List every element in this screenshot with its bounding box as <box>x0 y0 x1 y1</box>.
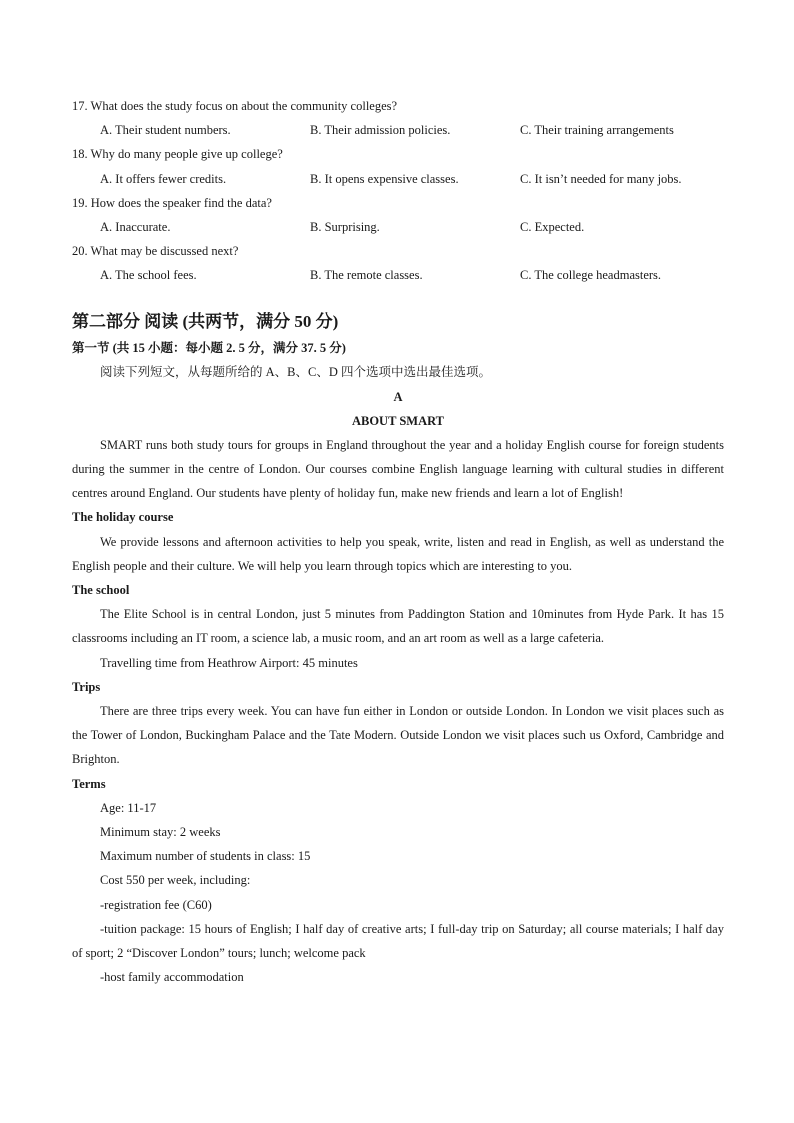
terms-minimum-stay: Minimum stay: 2 weeks <box>100 825 221 840</box>
question-stem: 19. How does the speaker find the data? <box>72 195 272 210</box>
option-c: C. The college headmasters. <box>520 268 662 283</box>
trips-heading: Trips <box>72 679 101 694</box>
holiday-course-heading: The holiday course <box>72 510 174 525</box>
option-a: A. Inaccurate. <box>100 219 171 234</box>
travel-time-line: Travelling time from Heathrow Airport: 45 minutes <box>100 655 358 670</box>
terms-heading: Terms <box>72 776 106 791</box>
section-one-title: 第一节 (共 15 小题：每小题 2. 5 分，满分 37. 5 分) <box>72 340 346 355</box>
trips-paragraph: There are three trips every week. You can have fun either in London or outside London. In London we visit places such as the Tower of London, Buckingham Palace and the Tate Modern. Outside London we visit places such us Oxford, Cambridge and Brighton. <box>72 704 724 767</box>
terms-cost: Cost 550 per week, including: <box>100 873 251 888</box>
exam-page <box>72 94 724 989</box>
option-c: C. Expected. <box>520 219 585 234</box>
option-b: B. Their admission policies. <box>310 123 451 138</box>
option-a: A. Their student numbers. <box>100 123 231 138</box>
terms-registration-fee: -registration fee (C60) <box>100 897 212 912</box>
terms-max-students: Maximum number of students in class: 15 <box>100 849 311 864</box>
terms-tuition-package: -tuition package: 15 hours of English; I half day of creative arts; I full-day trip on Saturday; all course materials; I half day of sport; 2 “Discover London” tours; lunch; welcome pack <box>72 921 724 960</box>
option-b: B. The remote classes. <box>310 268 423 283</box>
passage-title: ABOUT SMART <box>351 413 445 428</box>
school-paragraph: The Elite School is in central London, just 5 minutes from Paddington Station and 10minutes from Hyde Park. It has 15 classrooms including an IT room, a science lab, a music room, and an art room as well as a large cafeteria. <box>72 607 724 646</box>
passage-label: A <box>393 389 403 404</box>
question-stem: 18. Why do many people give up college? <box>72 147 283 162</box>
option-c: C. Their training arrangements <box>520 123 674 138</box>
terms-host-family: -host family accommodation <box>100 970 244 985</box>
question-17 <box>72 94 724 142</box>
instruction-text: 阅读下列短文，从每题所给的 A、B、C、D 四个选项中选出最佳选项。 <box>100 364 491 379</box>
question-stem: 20. What may be discussed next? <box>72 244 239 259</box>
intro-paragraph: SMART runs both study tours for groups in England throughout the year and a holiday English course for foreign students during the summer in the centre of London. Our courses combine English language learning with cultural studies in different centres around England. Our students have plenty of holiday fun, make new friends and learn a lot of English! <box>72 437 724 501</box>
school-heading: The school <box>72 583 130 598</box>
option-b: B. Surprising. <box>310 219 380 234</box>
option-b: B. It opens expensive classes. <box>310 171 459 186</box>
options-row <box>72 167 724 191</box>
option-a: A. The school fees. <box>100 268 197 283</box>
option-a: A. It offers fewer credits. <box>100 171 227 186</box>
question-stem: 17. What does the study focus on about the community colleges? <box>72 99 398 113</box>
part-two-title: 第二部分 阅读 (共两节，满分 50 分) <box>72 311 339 331</box>
options-row <box>72 118 724 142</box>
option-c: C. It isn’t needed for many jobs. <box>520 171 682 186</box>
question-18 <box>72 142 724 190</box>
holiday-course-paragraph: We provide lessons and afternoon activities to help you speak, write, listen and read in English, as well as understand the English people and their culture. We will help you learn through topics which are interesting to you. <box>72 534 724 573</box>
options-row <box>72 263 724 287</box>
question-20 <box>72 239 724 287</box>
terms-age: Age: 11-17 <box>100 800 157 815</box>
options-row <box>72 215 724 239</box>
question-19 <box>72 191 724 239</box>
